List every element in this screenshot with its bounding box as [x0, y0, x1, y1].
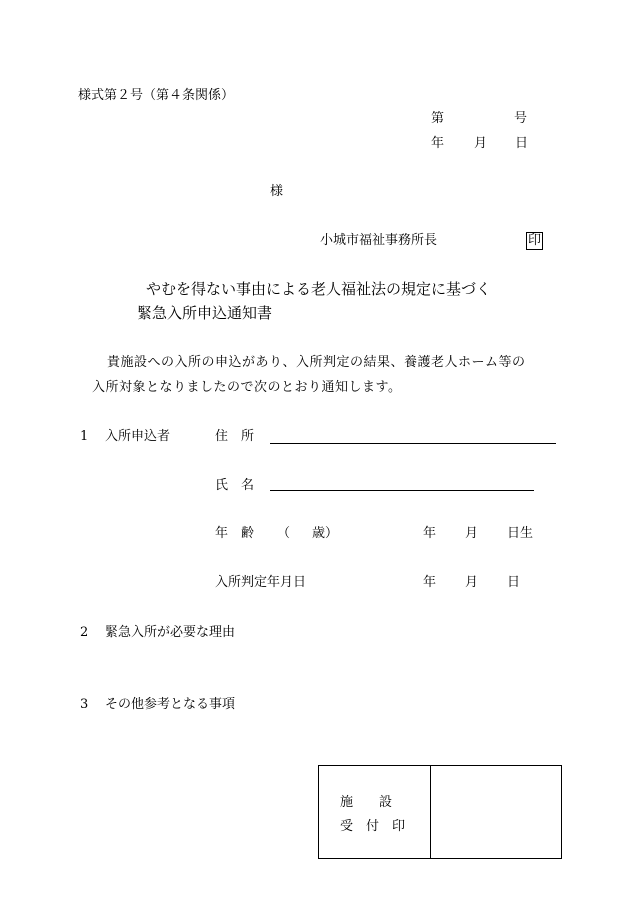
birth-month: 月 — [465, 526, 479, 541]
document-number-prefix: 第 — [431, 111, 445, 126]
judgement-year: 年 — [423, 575, 437, 590]
seal-mark: 印 — [528, 233, 542, 248]
age-label: 年 齢 — [215, 526, 255, 541]
name-label: 氏 名 — [215, 478, 255, 493]
document-number-suffix: 号 — [514, 111, 528, 126]
receipt-box-divider — [430, 766, 431, 858]
body-line-1: 貴施設への入所の申込があり、入所判定の結果、養護老人ホーム等の — [107, 355, 526, 370]
item-1-label: 入所申込者 — [105, 429, 171, 444]
body-line-2: 入所対象となりましたので次のとおり通知します。 — [92, 380, 402, 395]
sender-name: 小城市福祉事務所長 — [320, 233, 438, 248]
item-1-number: 1 — [80, 429, 89, 444]
age-open-paren: （ — [277, 526, 291, 541]
date-year: 年 — [431, 136, 445, 151]
judgement-day: 日 — [507, 575, 521, 590]
item-2-label: 緊急入所が必要な理由 — [105, 625, 236, 640]
date-day: 日 — [515, 136, 529, 151]
date-month: 月 — [474, 136, 488, 151]
address-label: 住 所 — [215, 429, 255, 444]
address-line — [270, 443, 556, 444]
title-line-1: やむを得ない事由による老人福祉法の規定に基づく — [146, 280, 492, 298]
receipt-stamp-box — [318, 765, 562, 859]
name-line — [270, 490, 534, 491]
birth-year: 年 — [423, 526, 437, 541]
birth-day: 日生 — [507, 526, 534, 541]
receipt-label-line-1: 施 設 — [340, 795, 393, 810]
item-3-label: その他参考となる事項 — [105, 697, 236, 712]
form-number: 様式第２号（第４条関係） — [78, 88, 235, 103]
item-2-number: 2 — [80, 625, 89, 640]
judgement-date-label: 入所判定年月日 — [215, 575, 307, 590]
addressee-suffix: 様 — [270, 184, 284, 199]
receipt-label-line-2: 受 付 印 — [340, 819, 406, 834]
age-close: 歳） — [312, 526, 339, 541]
title-line-2: 緊急入所申込通知書 — [137, 304, 273, 322]
judgement-month: 月 — [465, 575, 479, 590]
item-3-number: 3 — [80, 697, 89, 712]
